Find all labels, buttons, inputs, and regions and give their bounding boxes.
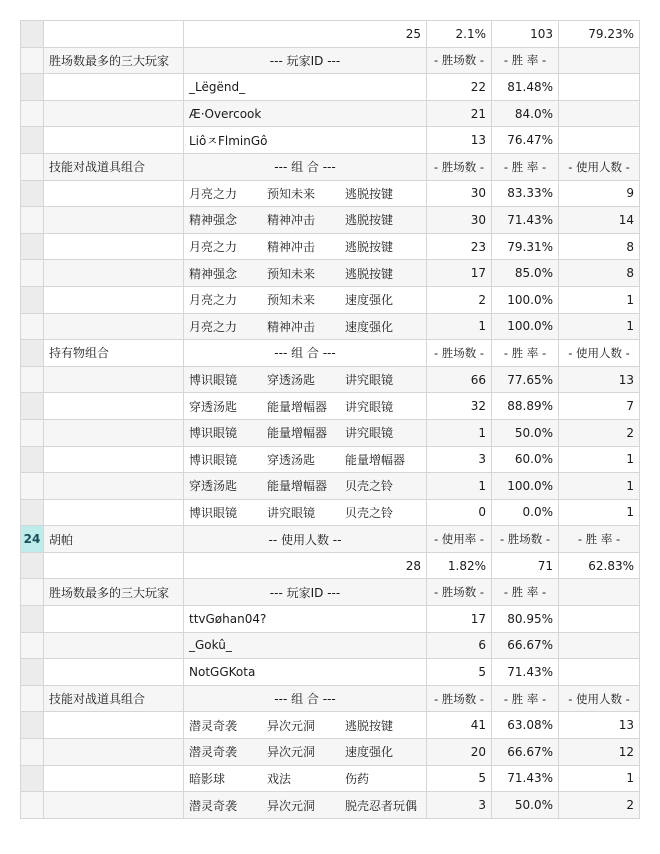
header-mid-cell: --- 玩家ID --- <box>184 579 427 606</box>
header-col2-cell: - 胜 率 - <box>492 340 559 367</box>
row-label-cell <box>44 286 184 313</box>
wins-cell: 23 <box>427 233 492 260</box>
table-row <box>21 685 640 712</box>
table-row <box>21 366 640 393</box>
table-row <box>21 739 640 766</box>
win-rate-cell: 60.0% <box>492 446 559 473</box>
win-rate-cell: 50.0% <box>492 792 559 819</box>
win-rate-cell: 66.67% <box>492 632 559 659</box>
combo-item: 潜灵奇袭 <box>189 798 238 813</box>
header-col3-cell <box>559 47 640 74</box>
wins-cell: 3 <box>427 792 492 819</box>
row-index-cell <box>21 446 44 473</box>
row-label-cell <box>44 127 184 154</box>
row-index-cell <box>21 712 44 739</box>
table-row <box>21 473 640 500</box>
row-label-cell <box>44 659 184 686</box>
row-index-cell <box>21 47 44 74</box>
row-index-cell <box>21 153 44 180</box>
combo-cell <box>184 765 427 792</box>
header-mid-cell: -- 使用人数 -- <box>184 526 427 553</box>
win-rate-cell: 88.89% <box>492 393 559 420</box>
users-cell: 9 <box>559 180 640 207</box>
table-row <box>21 792 640 819</box>
combo-item: 月亮之力 <box>189 240 238 255</box>
combo-item: 潜灵奇袭 <box>189 718 238 733</box>
combo-item: 精神强念 <box>189 266 238 281</box>
combo-item: 月亮之力 <box>189 293 238 308</box>
combo-item: 异次元洞 <box>267 745 316 760</box>
table-row <box>21 393 640 420</box>
table-row <box>21 127 640 154</box>
row-index-cell <box>21 473 44 500</box>
row-index-cell <box>21 180 44 207</box>
win-rate-cell: 71.43% <box>492 207 559 234</box>
header-mid-cell: --- 组 合 --- <box>184 153 427 180</box>
wins-cell: 1 <box>427 473 492 500</box>
header-mid-cell: --- 组 合 --- <box>184 685 427 712</box>
row-index-cell <box>21 313 44 340</box>
row-label-cell <box>44 765 184 792</box>
table-row <box>21 526 640 553</box>
row-index-cell <box>21 419 44 446</box>
row-label-cell <box>44 74 184 101</box>
row-index-cell <box>21 286 44 313</box>
wins-cell: 0 <box>427 499 492 526</box>
table-row <box>21 632 640 659</box>
header-col2-cell: - 胜 率 - <box>492 685 559 712</box>
table-row <box>21 579 640 606</box>
table-row <box>21 207 640 234</box>
table-row <box>21 340 640 367</box>
users-cell: 8 <box>559 260 640 287</box>
row-index-cell <box>21 100 44 127</box>
row-label-cell <box>44 473 184 500</box>
usage-rate-cell: 1.82% <box>427 552 492 579</box>
row-label-cell <box>44 21 184 48</box>
row-label-cell: 胡帕 <box>44 526 184 553</box>
row-label-cell: 技能对战道具组合 <box>44 685 184 712</box>
wins-cell: 32 <box>427 393 492 420</box>
row-index-cell <box>21 340 44 367</box>
combo-item: 速度强化 <box>345 319 394 334</box>
combo-item: 潜灵奇袭 <box>189 745 238 760</box>
table-row <box>21 74 640 101</box>
combo-item: 预知未来 <box>267 293 316 308</box>
wins-cell: 1 <box>427 313 492 340</box>
header-col2-cell: - 胜 率 - <box>492 47 559 74</box>
combo-item: 能量增幅器 <box>267 399 328 414</box>
header-mid-cell: --- 组 合 --- <box>184 340 427 367</box>
header-col1-cell: - 胜场数 - <box>427 153 492 180</box>
win-rate-cell: 79.23% <box>559 21 640 48</box>
combo-cell <box>184 712 427 739</box>
row-index-cell <box>21 659 44 686</box>
combo-item: 穿透汤匙 <box>189 479 238 494</box>
header-col1-cell: - 胜场数 - <box>427 47 492 74</box>
row-index-cell <box>21 685 44 712</box>
row-index-cell <box>21 366 44 393</box>
row-label-cell <box>44 393 184 420</box>
table-row <box>21 233 640 260</box>
combo-item: 讲究眼镜 <box>345 373 394 388</box>
row-label-cell <box>44 100 184 127</box>
usage-rate-cell: 2.1% <box>427 21 492 48</box>
combo-cell <box>184 207 427 234</box>
wins-cell: 5 <box>427 765 492 792</box>
wins-cell: 41 <box>427 712 492 739</box>
row-label-cell <box>44 419 184 446</box>
wins-cell: 21 <box>427 100 492 127</box>
users-cell: 1 <box>559 765 640 792</box>
users-cell: 14 <box>559 207 640 234</box>
header-col3-cell: - 使用人数 - <box>559 685 640 712</box>
wins-cell: 103 <box>492 21 559 48</box>
row-index-cell <box>21 260 44 287</box>
combo-item: 博识眼镜 <box>189 426 238 441</box>
combo-item: 贝壳之铃 <box>345 479 394 494</box>
combo-item: 精神冲击 <box>267 240 316 255</box>
empty-cell <box>559 100 640 127</box>
row-index-cell <box>21 765 44 792</box>
combo-cell <box>184 473 427 500</box>
table-row <box>21 100 640 127</box>
row-label-cell <box>44 739 184 766</box>
wins-cell: 66 <box>427 366 492 393</box>
header-col2-cell: - 胜 率 - <box>492 153 559 180</box>
row-label-cell <box>44 792 184 819</box>
header-col3-cell: - 使用人数 - <box>559 153 640 180</box>
row-index-cell <box>21 579 44 606</box>
wins-cell: 22 <box>427 74 492 101</box>
win-rate-cell: 0.0% <box>492 499 559 526</box>
usage-count-cell: 25 <box>184 21 427 48</box>
combo-item: 博识眼镜 <box>189 505 238 520</box>
combo-cell <box>184 260 427 287</box>
users-cell: 2 <box>559 792 640 819</box>
users-cell: 13 <box>559 366 640 393</box>
table-row <box>21 446 640 473</box>
player-id-cell: LiôㅈFlminGô <box>184 127 427 154</box>
row-index-cell <box>21 499 44 526</box>
combo-item: 伤药 <box>345 771 370 786</box>
header-mid-cell: --- 玩家ID --- <box>184 47 427 74</box>
combo-item: 逃脱按键 <box>345 266 394 281</box>
wins-cell: 3 <box>427 446 492 473</box>
header-col1-cell: - 胜场数 - <box>427 685 492 712</box>
row-label-cell <box>44 606 184 633</box>
row-index-cell <box>21 74 44 101</box>
header-col1-cell: - 胜场数 - <box>427 579 492 606</box>
wins-cell: 71 <box>492 552 559 579</box>
win-rate-cell: 66.67% <box>492 739 559 766</box>
table-row <box>21 180 640 207</box>
table-row <box>21 47 640 74</box>
combo-item: 穿透汤匙 <box>189 399 238 414</box>
combo-cell <box>184 499 427 526</box>
combo-item: 戏法 <box>267 771 292 786</box>
combo-item: 能量增幅器 <box>267 479 328 494</box>
player-id-cell: Æ·Overcook <box>184 100 427 127</box>
combo-cell <box>184 366 427 393</box>
win-rate-cell: 100.0% <box>492 286 559 313</box>
row-label-cell: 胜场数最多的三大玩家 <box>44 47 184 74</box>
table-row <box>21 286 640 313</box>
combo-item: 预知未来 <box>267 186 316 201</box>
player-id-cell: _Lëgënd_ <box>184 74 427 101</box>
wins-cell: 13 <box>427 127 492 154</box>
combo-item: 速度强化 <box>345 293 394 308</box>
row-label-cell <box>44 260 184 287</box>
empty-cell <box>559 659 640 686</box>
win-rate-cell: 81.48% <box>492 74 559 101</box>
wins-cell: 5 <box>427 659 492 686</box>
combo-cell <box>184 233 427 260</box>
combo-cell <box>184 446 427 473</box>
table-row <box>21 552 640 579</box>
combo-item: 异次元洞 <box>267 718 316 733</box>
users-cell: 1 <box>559 286 640 313</box>
win-rate-cell: 71.43% <box>492 659 559 686</box>
win-rate-cell: 100.0% <box>492 473 559 500</box>
table-row <box>21 712 640 739</box>
wins-cell: 30 <box>427 180 492 207</box>
row-index-cell: 24 <box>21 526 44 553</box>
table-row <box>21 153 640 180</box>
row-label-cell <box>44 313 184 340</box>
row-label-cell <box>44 632 184 659</box>
wins-cell: 30 <box>427 207 492 234</box>
win-rate-cell: 84.0% <box>492 100 559 127</box>
row-index-cell <box>21 552 44 579</box>
header-col1-cell: - 胜场数 - <box>427 340 492 367</box>
combo-item: 逃脱按键 <box>345 240 394 255</box>
combo-item: 穿透汤匙 <box>267 452 316 467</box>
combo-item: 贝壳之铃 <box>345 505 394 520</box>
table-row <box>21 765 640 792</box>
combo-item: 博识眼镜 <box>189 373 238 388</box>
header-col3-cell: - 胜 率 - <box>559 526 640 553</box>
combo-cell <box>184 286 427 313</box>
stats-table <box>20 20 640 819</box>
table-row <box>21 659 640 686</box>
row-label-cell <box>44 180 184 207</box>
wins-cell: 17 <box>427 606 492 633</box>
users-cell: 13 <box>559 712 640 739</box>
combo-item: 脱壳忍者玩偶 <box>345 798 418 813</box>
header-col3-cell <box>559 579 640 606</box>
combo-item: 逃脱按键 <box>345 186 394 201</box>
users-cell: 2 <box>559 419 640 446</box>
row-index-cell <box>21 792 44 819</box>
empty-cell <box>559 74 640 101</box>
combo-cell <box>184 419 427 446</box>
combo-item: 能量增幅器 <box>345 452 406 467</box>
win-rate-cell: 62.83% <box>559 552 640 579</box>
empty-cell <box>559 632 640 659</box>
combo-item: 速度强化 <box>345 745 394 760</box>
usage-count-cell: 28 <box>184 552 427 579</box>
combo-item: 讲究眼镜 <box>345 426 394 441</box>
combo-item: 异次元洞 <box>267 798 316 813</box>
combo-item: 精神冲击 <box>267 213 316 228</box>
wins-cell: 6 <box>427 632 492 659</box>
users-cell: 1 <box>559 473 640 500</box>
empty-cell <box>559 127 640 154</box>
combo-cell <box>184 739 427 766</box>
combo-cell <box>184 313 427 340</box>
row-label-cell <box>44 446 184 473</box>
wins-cell: 2 <box>427 286 492 313</box>
table-row <box>21 21 640 48</box>
combo-item: 逃脱按键 <box>345 718 394 733</box>
win-rate-cell: 63.08% <box>492 712 559 739</box>
win-rate-cell: 80.95% <box>492 606 559 633</box>
users-cell: 1 <box>559 499 640 526</box>
row-index-cell <box>21 393 44 420</box>
table-row <box>21 499 640 526</box>
win-rate-cell: 85.0% <box>492 260 559 287</box>
row-index-cell <box>21 127 44 154</box>
stats-table-body <box>21 21 640 819</box>
empty-cell <box>559 606 640 633</box>
combo-item: 讲究眼镜 <box>267 505 316 520</box>
row-label-cell <box>44 499 184 526</box>
row-label-cell: 胜场数最多的三大玩家 <box>44 579 184 606</box>
combo-item: 暗影球 <box>189 771 226 786</box>
table-row <box>21 260 640 287</box>
row-label-cell: 技能对战道具组合 <box>44 153 184 180</box>
users-cell: 7 <box>559 393 640 420</box>
row-index-cell <box>21 21 44 48</box>
header-col1-cell: - 使用率 - <box>427 526 492 553</box>
combo-cell <box>184 792 427 819</box>
player-id-cell: _Gokû_ <box>184 632 427 659</box>
header-col2-cell: - 胜 率 - <box>492 579 559 606</box>
table-row <box>21 419 640 446</box>
users-cell: 8 <box>559 233 640 260</box>
table-row <box>21 606 640 633</box>
win-rate-cell: 77.65% <box>492 366 559 393</box>
header-col3-cell: - 使用人数 - <box>559 340 640 367</box>
users-cell: 1 <box>559 313 640 340</box>
row-label-cell <box>44 712 184 739</box>
combo-item: 精神强念 <box>189 213 238 228</box>
row-label-cell <box>44 366 184 393</box>
row-index-cell <box>21 606 44 633</box>
wins-cell: 17 <box>427 260 492 287</box>
row-index-cell <box>21 207 44 234</box>
row-label-cell <box>44 552 184 579</box>
win-rate-cell: 50.0% <box>492 419 559 446</box>
users-cell: 12 <box>559 739 640 766</box>
win-rate-cell: 71.43% <box>492 765 559 792</box>
wins-cell: 20 <box>427 739 492 766</box>
win-rate-cell: 100.0% <box>492 313 559 340</box>
wins-cell: 1 <box>427 419 492 446</box>
row-label-cell: 持有物组合 <box>44 340 184 367</box>
player-id-cell: ttvGøhan04? <box>184 606 427 633</box>
win-rate-cell: 76.47% <box>492 127 559 154</box>
combo-item: 月亮之力 <box>189 186 238 201</box>
combo-item: 能量增幅器 <box>267 426 328 441</box>
win-rate-cell: 83.33% <box>492 180 559 207</box>
combo-item: 逃脱按键 <box>345 213 394 228</box>
combo-item: 预知未来 <box>267 266 316 281</box>
row-label-cell <box>44 207 184 234</box>
users-cell: 1 <box>559 446 640 473</box>
table-row <box>21 313 640 340</box>
row-index-cell <box>21 233 44 260</box>
combo-item: 博识眼镜 <box>189 452 238 467</box>
header-col2-cell: - 胜场数 - <box>492 526 559 553</box>
combo-cell <box>184 393 427 420</box>
win-rate-cell: 79.31% <box>492 233 559 260</box>
row-index-cell <box>21 739 44 766</box>
combo-item: 讲究眼镜 <box>345 399 394 414</box>
combo-item: 月亮之力 <box>189 319 238 334</box>
row-index-cell <box>21 632 44 659</box>
combo-item: 精神冲击 <box>267 319 316 334</box>
combo-cell <box>184 180 427 207</box>
combo-item: 穿透汤匙 <box>267 373 316 388</box>
player-id-cell: NotGGKota <box>184 659 427 686</box>
row-label-cell <box>44 233 184 260</box>
